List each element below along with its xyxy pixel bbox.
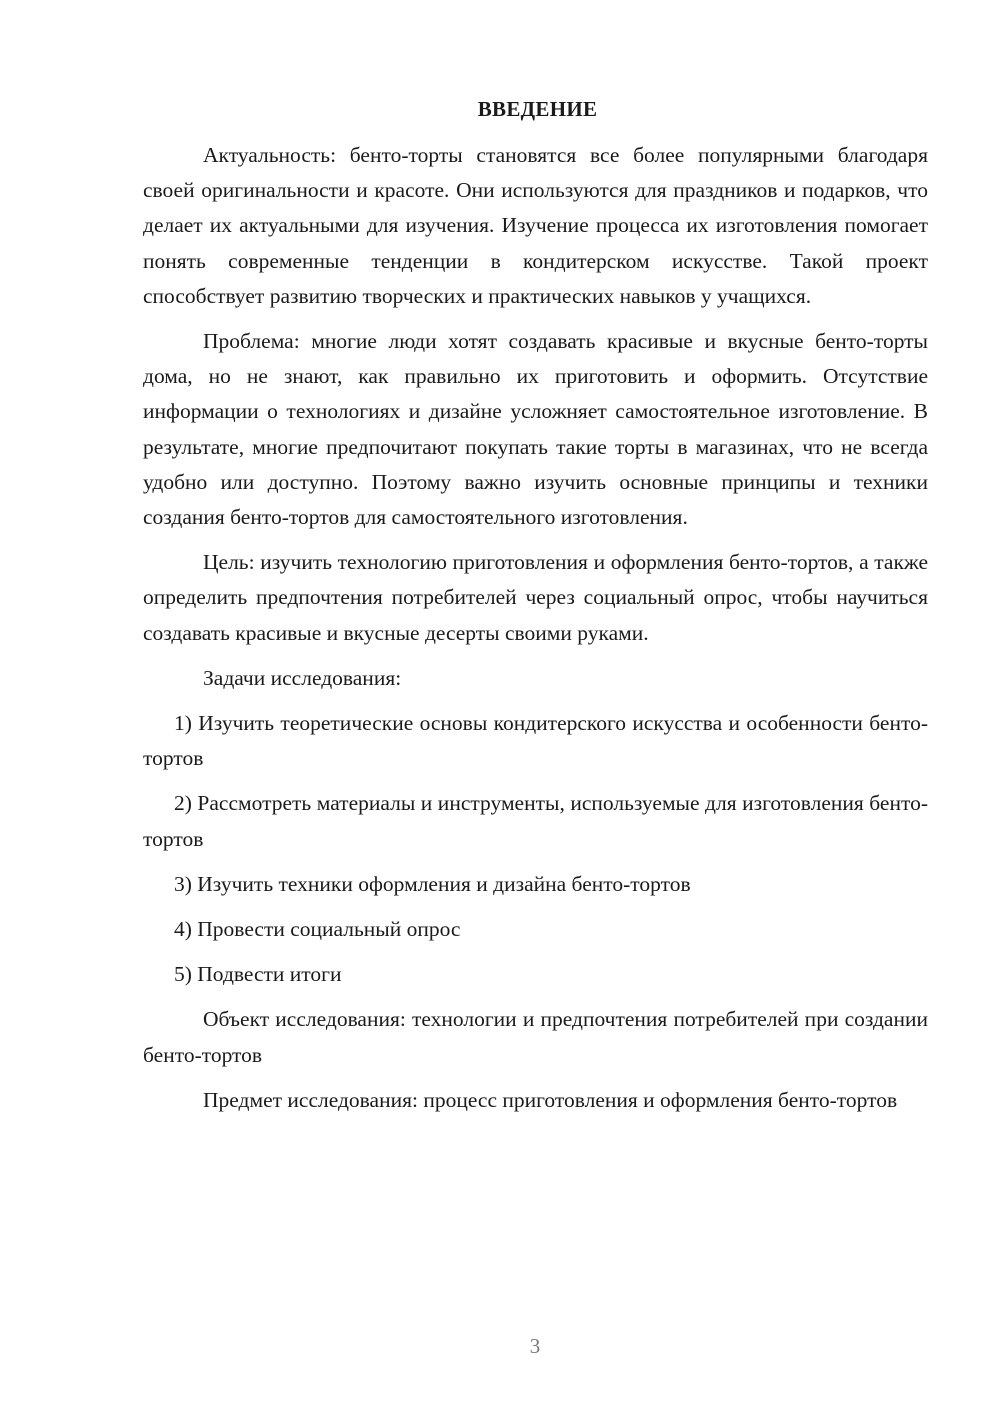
tasks-heading: Задачи исследования: (203, 665, 402, 690)
document-page (143, 92, 928, 1128)
object-paragraph: Объект исследования: технологии и предпочтения потребителей при создании бенто-тортов (143, 1007, 928, 1067)
goal-paragraph: Цель: изучить технологию приготовления и оформления бенто-тортов, а также определить предпочтения потребителей через социальный опрос, чтобы научиться создавать красивые и вкусные десерты своими руками. (143, 550, 928, 645)
task-item: 1) Изучить теоретические основы кондитерского искусства и особенности бенто-тортов (143, 711, 928, 771)
page-number: 3 (529, 1334, 541, 1358)
relevance-paragraph: Актуальность: бенто-торты становятся все более популярными благодаря своей оригинальности и красоте. Они используются для праздников и подарков, что делает их актуальными для изучения. Изучение процесса их изготовления помогает понять современные тенденции в кондитерском искусстве. Такой проект способствует развитию творческих и практических навыков у учащихся. (143, 143, 928, 308)
task-item: 4) Провести социальный опрос (174, 917, 461, 942)
task-item: 2) Рассмотреть материалы и инструменты, используемые для изготовления бенто-тортов (143, 791, 928, 851)
task-item: 3) Изучить техники оформления и дизайна бенто-тортов (174, 871, 691, 896)
section-heading: ВВЕДЕНИЕ (477, 97, 598, 121)
task-item: 5) Подвести итоги (174, 962, 342, 987)
problem-paragraph: Проблема: многие люди хотят создавать красивые и вкусные бенто-торты дома, но не знают, как правильно их приготовить и оформить. Отсутствие информации о технологиях и дизайне усложняет самостоятельное изготовление. В результате, многие предпочитают покупать такие торты в магазинах, что не всегда удобно или доступно. Поэтому важно изучить основные принципы и техники создания бенто-тортов для самостоятельного изготовления. (143, 329, 928, 530)
subject-paragraph: Предмет исследования: процесс приготовления и оформления бенто-тортов (203, 1087, 898, 1112)
